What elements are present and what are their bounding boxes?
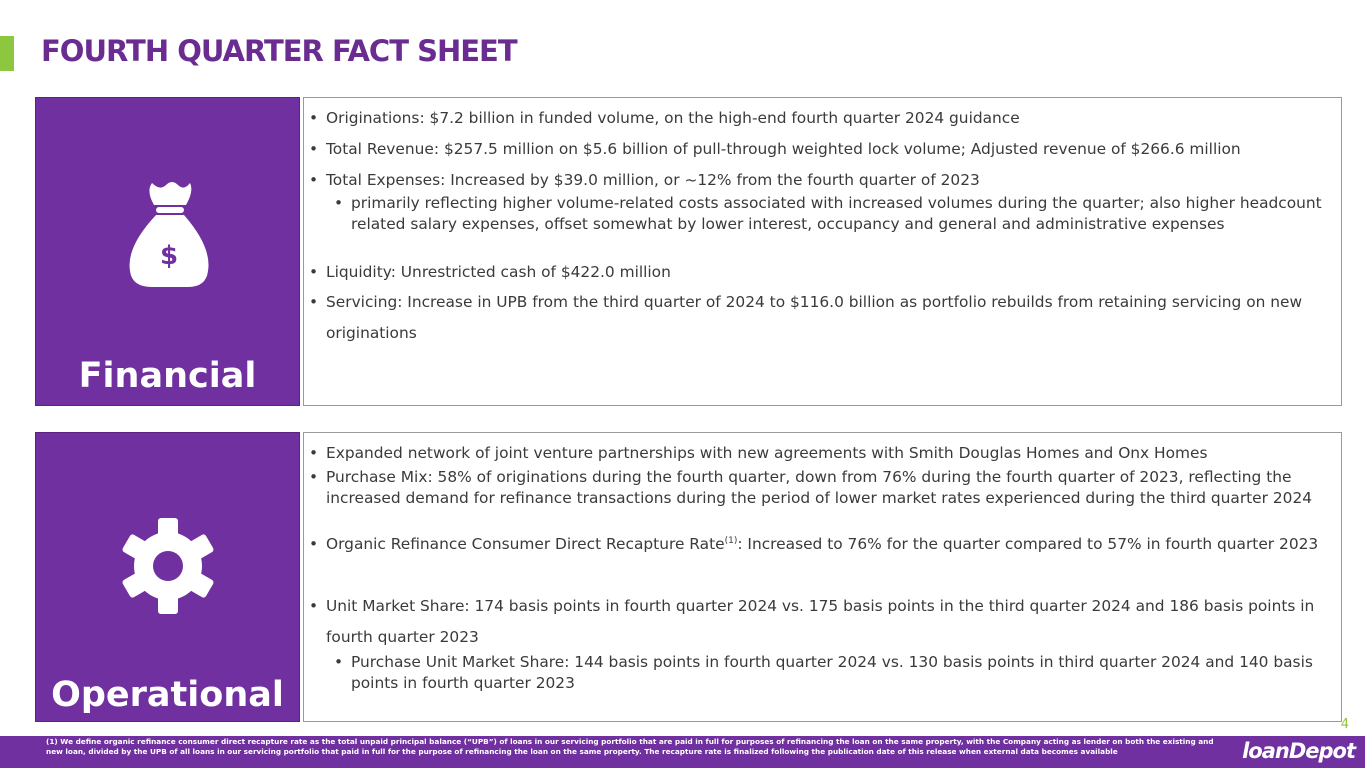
list-item: • Expanded network of joint venture partnerships with new agreements with Smith Douglas Homes and Onx Homes (309, 444, 1208, 462)
list-item: • Unit Market Share: 174 basis points in fourth quarter 2024 vs. 175 basis points in the third quarter 2024 and 186 basis points in fourth quarter 2023 (309, 597, 1315, 646)
financial-label: Financial (78, 356, 257, 396)
page-title: FOURTH QUARTER FACT SHEET (41, 34, 517, 68)
gear-icon (117, 515, 219, 617)
title-accent-bar (0, 36, 14, 71)
list-item: • Organic Refinance Consumer Direct Recapture Rate$^{(1)}$: Increased to 76% for the quarter compared to 57% in fourth quarter 2023 (309, 535, 1319, 553)
list-item: • Originations: $7.2 billion in funded volume, on the high-end fourth quarter 2024 guidance (309, 109, 1020, 127)
list-item: • Servicing: Increase in UPB from the third quarter of 2024 to $116.0 billion as portfolio rebuilds from retaining servicing on new originations (309, 293, 1303, 342)
footer-bar (0, 736, 1365, 768)
list-item: • primarily reflecting higher volume-related costs associated with increased volumes during the quarter; also higher headcount related salary expenses, offset somewhat by lower interest, occupancy and general and administrative expenses (334, 194, 1322, 233)
list-item: • Total Revenue: $257.5 million on $5.6 billion of pull-through weighted lock volume; Adjusted revenue of $266.6 million (309, 140, 1241, 158)
operational-content-panel (303, 432, 1342, 722)
financial-content-panel (303, 97, 1342, 406)
list-item: • Purchase Mix: 58% of originations during the fourth quarter, down from 76% during the fourth quarter of 2023, reflecting the increased demand for refinance transactions during the period of lower market rates experienced during the third quarter 2024 (309, 468, 1313, 507)
list-item: • Purchase Unit Market Share: 144 basis points in fourth quarter 2024 vs. 130 basis points in third quarter 2024 and 140 basis points in fourth quarter 2023 (334, 653, 1313, 692)
company-logo: loanDepot (1242, 739, 1355, 763)
operational-label-panel (35, 432, 300, 722)
footnote: (1) We define organic refinance consumer direct recapture rate as the total unpaid principal balance (“UPB”) of loans in our servicing portfolio that are paid in full for purposes of refinancing the loan on the same property, with the Company acting as lender on both the existing and new loan, divided by the UPB of all loans in our servicing portfolio that paid in full for the purpose of refinancing the loan on the same property. The recapture rate is finalized following the publication date of this release when external data becomes available (46, 737, 1214, 756)
page-number: 4 (1340, 717, 1349, 732)
operational-label: Operational (51, 675, 284, 715)
financial-label-panel (35, 97, 300, 406)
list-item: • Total Expenses: Increased by $39.0 million, or ~12% from the fourth quarter of 2023 (309, 171, 980, 189)
svg-text:$: $ (159, 241, 179, 271)
list-item: • Liquidity: Unrestricted cash of $422.0 million (309, 263, 671, 281)
money-bag-icon (126, 177, 212, 289)
